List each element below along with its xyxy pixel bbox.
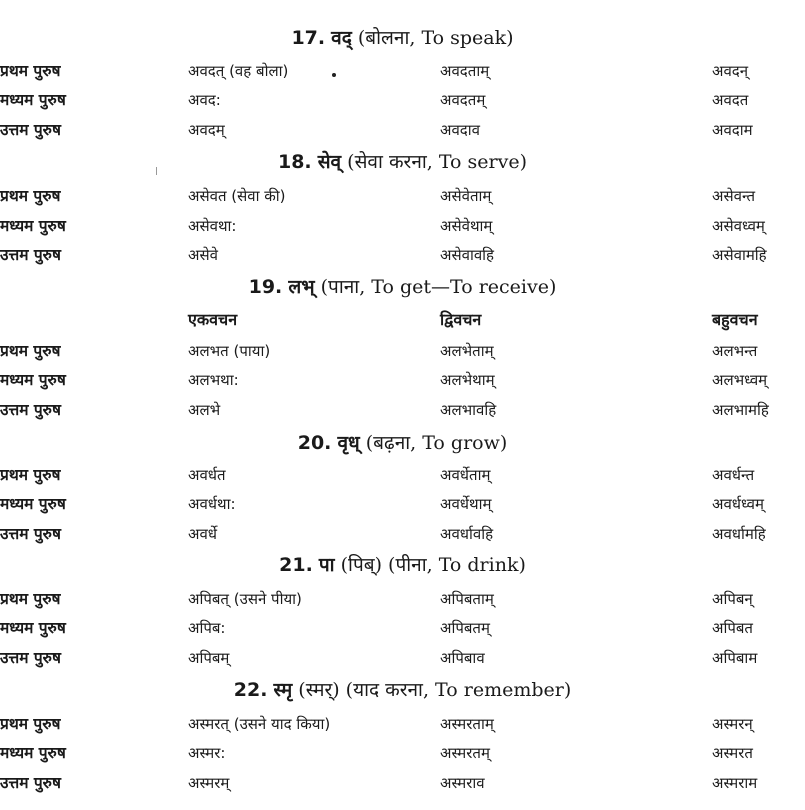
plural-form: अस्मरन् bbox=[712, 715, 753, 733]
person-label: उत्तम पुरुष bbox=[0, 525, 61, 543]
singular-form: असेवत (सेवा की) bbox=[188, 187, 286, 205]
person-label: मध्यम पुरुष bbox=[0, 495, 66, 513]
dual-form: असेवावहि bbox=[440, 246, 495, 264]
plural-form: अस्मरत bbox=[712, 744, 753, 762]
person-label: उत्तम पुरुष bbox=[0, 246, 61, 264]
table-row bbox=[0, 339, 805, 363]
table-row bbox=[0, 463, 805, 487]
table-row bbox=[0, 368, 805, 392]
person-label: मध्यम पुरुष bbox=[0, 744, 66, 762]
table-row bbox=[0, 214, 805, 238]
column-header-row bbox=[0, 308, 805, 332]
dual-form: अवदाव bbox=[440, 121, 480, 139]
verb-root: वद् bbox=[331, 27, 352, 49]
verb-meaning: (बढ़ना, To grow) bbox=[365, 432, 508, 454]
singular-form: अपिब: bbox=[188, 619, 226, 637]
section-title-20 bbox=[0, 430, 805, 456]
verb-root: स्मृ bbox=[273, 679, 293, 701]
column-header-plural: बहुवचन bbox=[712, 310, 758, 329]
person-label: मध्यम पुरुष bbox=[0, 91, 66, 109]
person-label: मध्यम पुरुष bbox=[0, 217, 66, 235]
table-row bbox=[0, 88, 805, 112]
singular-form: अलभे bbox=[188, 401, 221, 419]
person-label: प्रथम पुरुष bbox=[0, 62, 61, 80]
singular-form: अलभथा: bbox=[188, 371, 239, 389]
section-number: 20. bbox=[297, 432, 332, 454]
dual-form: अलभेताम् bbox=[440, 342, 494, 360]
table-row bbox=[0, 741, 805, 765]
plural-form: असेवन्त bbox=[712, 187, 756, 205]
section-number: 21. bbox=[279, 554, 313, 576]
plural-form: अवर्धन्त bbox=[712, 466, 755, 484]
person-label: प्रथम पुरुष bbox=[0, 187, 61, 205]
verb-root: वृध् bbox=[337, 432, 360, 454]
dual-form: अलभेथाम् bbox=[440, 371, 495, 389]
plural-form: अलभामहि bbox=[712, 401, 769, 419]
singular-form: अवदम् bbox=[188, 121, 225, 139]
person-label: उत्तम पुरुष bbox=[0, 401, 61, 419]
dual-form: अवर्धेताम् bbox=[440, 466, 491, 484]
plural-form: असेवामहि bbox=[712, 246, 767, 264]
section-number: 18. bbox=[277, 151, 312, 173]
plural-form: अलभन्त bbox=[712, 342, 758, 360]
section-number: 19. bbox=[248, 276, 283, 298]
table-row bbox=[0, 59, 805, 83]
person-label: प्रथम पुरुष bbox=[0, 715, 61, 733]
section-title-21 bbox=[0, 552, 805, 578]
table-row bbox=[0, 184, 805, 208]
dual-form: अवर्धेथाम् bbox=[440, 495, 492, 513]
plural-form: अवदन् bbox=[712, 62, 749, 80]
person-label: प्रथम पुरुष bbox=[0, 466, 61, 484]
plural-form: अपिबाम bbox=[712, 649, 758, 667]
dual-form: अपिबताम् bbox=[440, 590, 494, 608]
dual-form: अवदताम् bbox=[440, 62, 490, 80]
section-title-19 bbox=[0, 274, 805, 300]
dual-form: अस्मरताम् bbox=[440, 715, 494, 733]
plural-form: असेवध्वम् bbox=[712, 217, 765, 235]
singular-form: अवर्धे bbox=[188, 525, 218, 543]
singular-form: अपिबम् bbox=[188, 649, 230, 667]
plural-form: अवर्धामहि bbox=[712, 525, 766, 543]
section-number: 17. bbox=[291, 27, 326, 49]
table-row bbox=[0, 492, 805, 516]
verb-root: पा bbox=[318, 554, 335, 576]
column-header-dual: द्विवचन bbox=[440, 310, 482, 329]
plural-form: अस्मराम bbox=[712, 774, 758, 792]
plural-form: अपिबत bbox=[712, 619, 753, 637]
singular-form: अस्मरम् bbox=[188, 774, 230, 792]
person-label: उत्तम पुरुष bbox=[0, 774, 61, 792]
singular-form: अवदत् (वह बोला) bbox=[188, 62, 289, 80]
verb-meaning: (सेवा करना, To serve) bbox=[347, 151, 528, 173]
verb-meaning: (बोलना, To speak) bbox=[357, 27, 514, 49]
plural-form: अवदाम bbox=[712, 121, 753, 139]
table-row bbox=[0, 616, 805, 640]
table-row bbox=[0, 587, 805, 611]
dual-form: अपिबाव bbox=[440, 649, 485, 667]
table-row bbox=[0, 646, 805, 670]
section-number: 22. bbox=[233, 679, 268, 701]
dual-form: अवर्धावहि bbox=[440, 525, 494, 543]
table-row bbox=[0, 118, 805, 142]
dual-form: अवदतम् bbox=[440, 91, 486, 109]
plural-form: अवर्धध्वम् bbox=[712, 495, 764, 513]
singular-form: असेवथा: bbox=[188, 217, 237, 235]
stray-dot bbox=[332, 73, 336, 77]
verb-root: सेव् bbox=[317, 151, 342, 173]
singular-form: असेवे bbox=[188, 246, 218, 264]
dual-form: अस्मरतम् bbox=[440, 744, 490, 762]
plural-form: अलभध्वम् bbox=[712, 371, 768, 389]
table-row bbox=[0, 771, 805, 795]
dual-form: अस्मराव bbox=[440, 774, 485, 792]
table-row bbox=[0, 712, 805, 736]
person-label: मध्यम पुरुष bbox=[0, 371, 66, 389]
verb-meaning: (पाना, To get—To receive) bbox=[320, 276, 557, 298]
singular-form: अवद: bbox=[188, 91, 221, 109]
person-label: प्रथम पुरुष bbox=[0, 342, 61, 360]
verb-meaning: (पिब्) (पीना, To drink) bbox=[340, 554, 526, 576]
table-row bbox=[0, 522, 805, 546]
section-title-22 bbox=[0, 677, 805, 703]
person-label: मध्यम पुरुष bbox=[0, 619, 66, 637]
table-row bbox=[0, 243, 805, 267]
verb-root: लभ् bbox=[288, 276, 315, 298]
dual-form: असेवेताम् bbox=[440, 187, 492, 205]
singular-form: अस्मरत् (उसने याद किया) bbox=[188, 715, 331, 733]
section-title-18 bbox=[0, 149, 805, 175]
person-label: उत्तम पुरुष bbox=[0, 649, 61, 667]
singular-form: अस्मर: bbox=[188, 744, 226, 762]
singular-form: अवर्धथा: bbox=[188, 495, 236, 513]
column-header-singular: एकवचन bbox=[188, 310, 238, 329]
person-label: प्रथम पुरुष bbox=[0, 590, 61, 608]
plural-form: अवदत bbox=[712, 91, 749, 109]
singular-form: अपिबत् (उसने पीया) bbox=[188, 590, 302, 608]
dual-form: अलभावहि bbox=[440, 401, 497, 419]
singular-form: अलभत (पाया) bbox=[188, 342, 271, 360]
dual-form: अपिबतम् bbox=[440, 619, 490, 637]
singular-form: अवर्धत bbox=[188, 466, 226, 484]
plural-form: अपिबन् bbox=[712, 590, 753, 608]
dual-form: असेवेथाम् bbox=[440, 217, 493, 235]
table-row bbox=[0, 398, 805, 422]
section-title-17 bbox=[0, 25, 805, 51]
verb-meaning: (स्मर्) (याद करना, To remember) bbox=[298, 679, 572, 701]
person-label: उत्तम पुरुष bbox=[0, 121, 61, 139]
